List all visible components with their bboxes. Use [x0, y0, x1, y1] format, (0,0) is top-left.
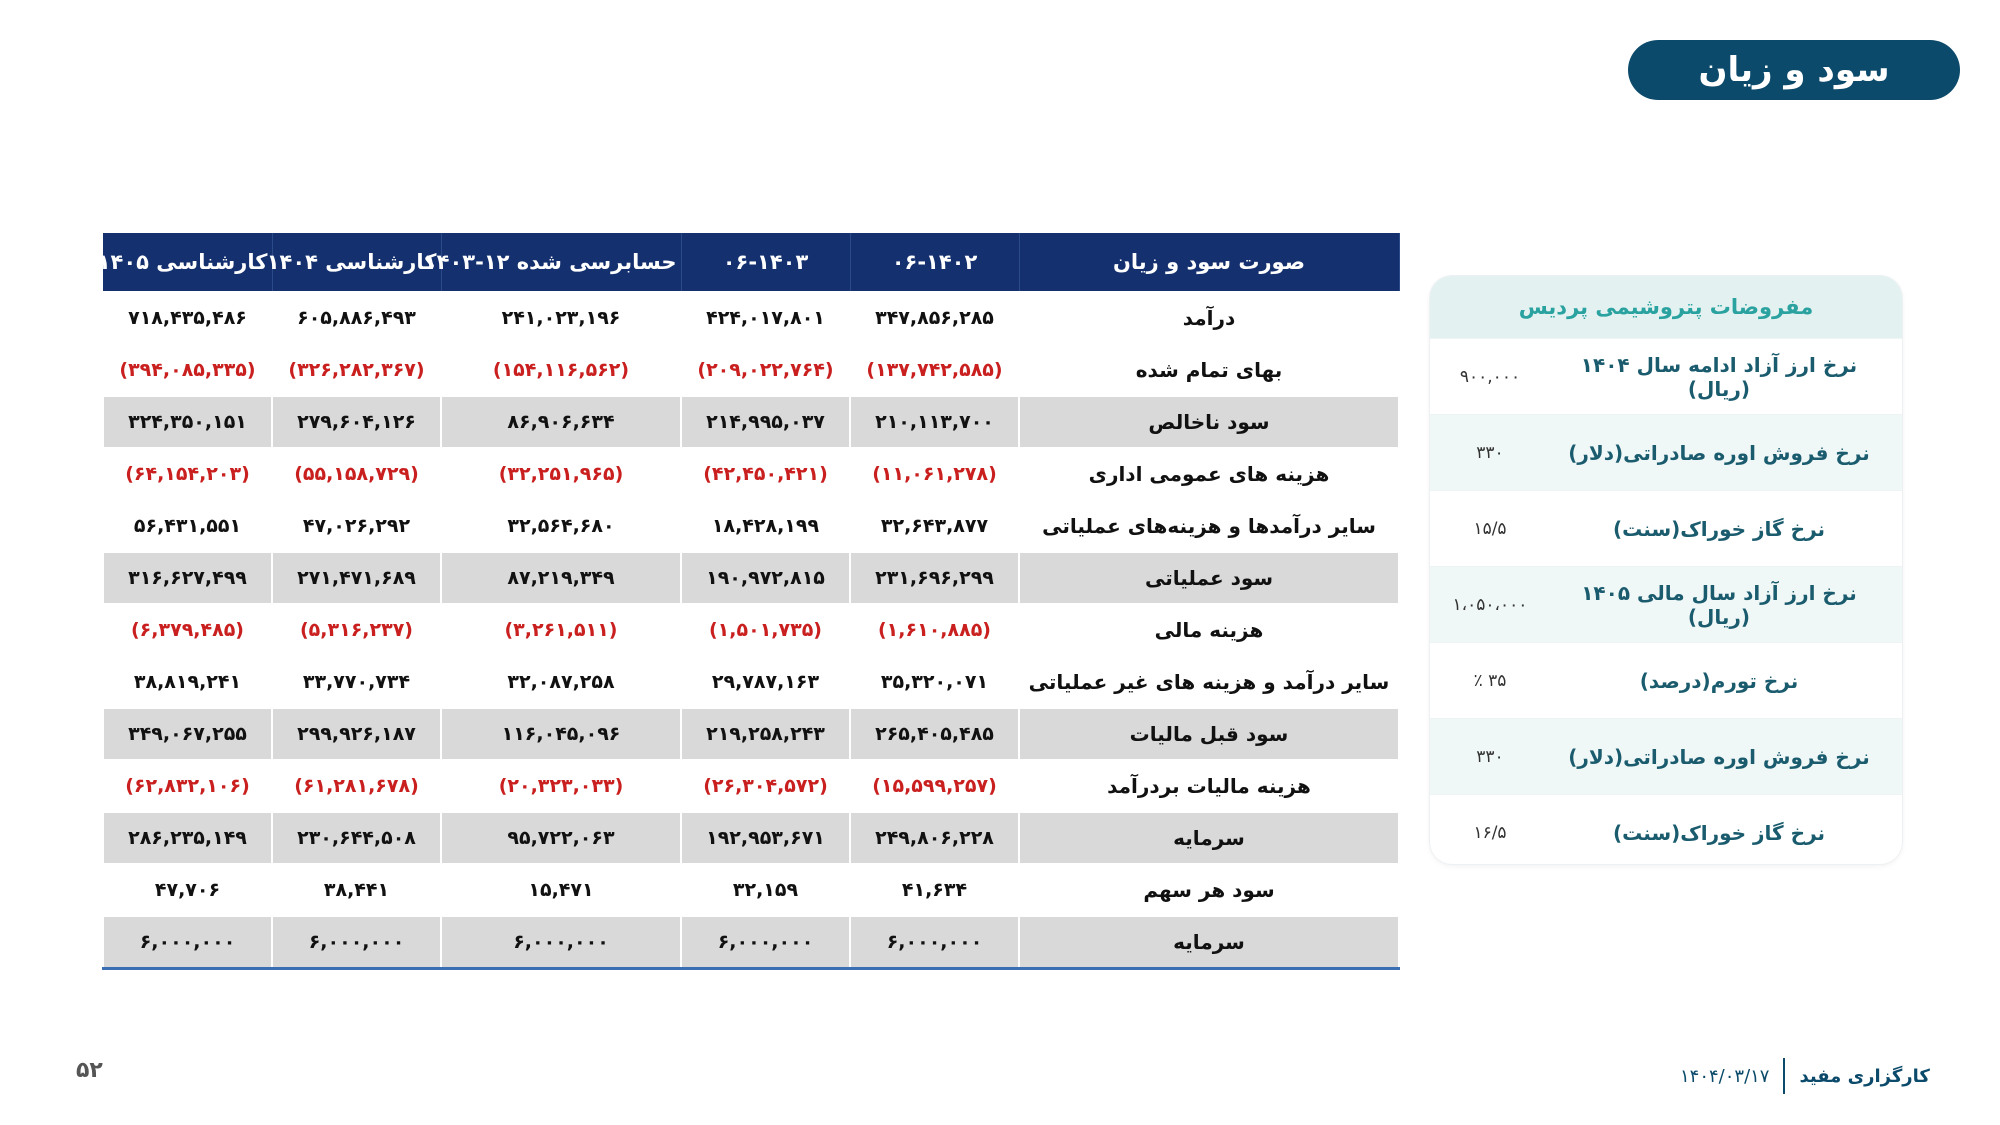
- footer-brand: [1680, 1058, 1930, 1094]
- table-cell: ۴۲۴,۰۱۷,۸۰۱: [681, 292, 850, 344]
- table-cell: ۲۴۹,۸۰۶,۲۲۸: [850, 812, 1019, 864]
- assumption-value: ۳۳۰: [1476, 746, 1504, 767]
- assumption-value: ۳۳۰: [1476, 442, 1504, 463]
- table-cell: ۳۲,۵۶۴,۶۸۰: [441, 500, 681, 552]
- table-cell: ۶,۰۰۰,۰۰۰: [850, 916, 1019, 969]
- table-cell: (۱,۵۰۱,۷۳۵): [681, 604, 850, 656]
- row-label: بهای تمام شده: [1019, 344, 1399, 396]
- table-row: [103, 708, 1399, 760]
- table-cell: ۵۶,۴۳۱,۵۵۱: [103, 500, 272, 552]
- table-cell: ۳۸,۴۴۱: [272, 864, 441, 916]
- assumption-value: ۱،۰۵۰،۰۰۰: [1452, 594, 1528, 615]
- table-cell: ۲۱۰,۱۱۳,۷۰۰: [850, 396, 1019, 448]
- assumption-value: ٪ ۳۵: [1473, 670, 1507, 691]
- row-label: سود هر سهم: [1019, 864, 1399, 916]
- table-row: [103, 292, 1399, 344]
- table-cell: ۸۷,۲۱۹,۳۴۹: [441, 552, 681, 604]
- assumption-value: ۱۶/۵: [1473, 822, 1507, 843]
- table-cell: (۱۵,۵۹۹,۲۵۷): [850, 760, 1019, 812]
- table-cell: ۳۳,۷۷۰,۷۳۴: [272, 656, 441, 708]
- table-cell: (۱۳۷,۷۴۲,۵۸۵): [850, 344, 1019, 396]
- table-cell: ۳۵,۳۲۰,۰۷۱: [850, 656, 1019, 708]
- table-cell: (۲۰۹,۰۲۲,۷۶۴): [681, 344, 850, 396]
- table-cell: ۲۱۴,۹۹۵,۰۳۷: [681, 396, 850, 448]
- table-row: [103, 396, 1399, 448]
- table-row: [103, 916, 1399, 969]
- assumption-label: نرخ فروش اوره صادراتی(دلار): [1568, 744, 1870, 769]
- table-cell: (۲۰,۳۲۳,۰۳۳): [441, 760, 681, 812]
- table-row: [103, 760, 1399, 812]
- page-number: ۵۲: [76, 1058, 103, 1083]
- assumption-label: نرخ ارز آزاد ادامه سال ۱۴۰۴ (ریال): [1580, 352, 1858, 401]
- page-title: سود و زیان: [1628, 40, 1960, 100]
- row-label: سرمایه: [1019, 812, 1399, 864]
- assumption-value: ۹۰۰,۰۰۰: [1459, 366, 1521, 387]
- assumption-row: [1430, 338, 1902, 414]
- assumption-row: [1430, 794, 1902, 864]
- assumption-label: نرخ فروش اوره صادراتی(دلار): [1568, 440, 1870, 465]
- table-cell: ۴۱,۶۳۴: [850, 864, 1019, 916]
- table-cell: ۲۹,۷۸۷,۱۶۳: [681, 656, 850, 708]
- table-cell: ۳۸,۸۱۹,۲۴۱: [103, 656, 272, 708]
- table-row: [103, 656, 1399, 708]
- assumption-label: نرخ تورم(درصد): [1639, 668, 1799, 693]
- table-cell: (۶۲,۸۳۲,۱۰۶): [103, 760, 272, 812]
- assumption-row: [1430, 490, 1902, 566]
- col-header-1403-06: ۰۶-۱۴۰۳: [681, 233, 850, 292]
- assumptions-title: مفروضات پتروشیمی پردیس: [1430, 276, 1902, 338]
- table-cell: ۳۲,۶۴۳,۸۷۷: [850, 500, 1019, 552]
- table-cell: ۳۲,۰۸۷,۲۵۸: [441, 656, 681, 708]
- table-cell: (۶,۳۷۹,۴۸۵): [103, 604, 272, 656]
- table-cell: ۳۲۴,۳۵۰,۱۵۱: [103, 396, 272, 448]
- row-label: سایر درآمد و هزینه های غیر عملیاتی: [1019, 656, 1399, 708]
- assumption-row: [1430, 718, 1902, 794]
- row-label: درآمد: [1019, 292, 1399, 344]
- assumption-label: نرخ گاز خوراک(سنت): [1612, 516, 1826, 541]
- col-header-1402-06: ۰۶-۱۴۰۲: [850, 233, 1019, 292]
- table-cell: (۳۲,۲۵۱,۹۶۵): [441, 448, 681, 500]
- table-row: [103, 448, 1399, 500]
- row-label: سود ناخالص: [1019, 396, 1399, 448]
- table-cell: ۲۳۰,۶۴۴,۵۰۸: [272, 812, 441, 864]
- assumption-value: ۱۵/۵: [1473, 518, 1507, 539]
- income-statement-table: [97, 233, 1400, 970]
- table-cell: (۳۹۴,۰۸۵,۳۳۵): [103, 344, 272, 396]
- table-cell: ۲۸۶,۲۳۵,۱۴۹: [103, 812, 272, 864]
- assumptions-panel: [1430, 276, 1902, 864]
- table-cell: ۲۹۹,۹۲۶,۱۸۷: [272, 708, 441, 760]
- row-label: هزینه های عمومی اداری: [1019, 448, 1399, 500]
- col-header-audited-1403: حسابرسی شده ۱۲-۱۴۰۳: [441, 233, 681, 292]
- table-cell: ۲۳۱,۶۹۶,۲۹۹: [850, 552, 1019, 604]
- table-cell: (۳,۲۶۱,۵۱۱): [441, 604, 681, 656]
- table-cell: ۶۰۵,۸۸۶,۴۹۳: [272, 292, 441, 344]
- table-cell: ۶,۰۰۰,۰۰۰: [681, 916, 850, 969]
- row-label: هزینه مالی: [1019, 604, 1399, 656]
- table-cell: ۳۴۷,۸۵۶,۲۸۵: [850, 292, 1019, 344]
- assumption-row: [1430, 414, 1902, 490]
- table-cell: (۱۵۴,۱۱۶,۵۶۲): [441, 344, 681, 396]
- table-cell: ۳۴۹,۰۶۷,۲۵۵: [103, 708, 272, 760]
- table-cell: ۹۵,۷۲۲,۰۶۳: [441, 812, 681, 864]
- table-cell: (۵,۳۱۶,۲۳۷): [272, 604, 441, 656]
- row-label: سود عملیاتی: [1019, 552, 1399, 604]
- table-cell: ۶,۰۰۰,۰۰۰: [272, 916, 441, 969]
- table-header-row: [103, 233, 1399, 292]
- table-cell: (۱,۶۱۰,۸۸۵): [850, 604, 1019, 656]
- table-cell: ۳۲,۱۵۹: [681, 864, 850, 916]
- table-cell: ۱۹۲,۹۵۳,۶۷۱: [681, 812, 850, 864]
- table-cell: ۸۶,۹۰۶,۶۳۴: [441, 396, 681, 448]
- table-cell: ۲۷۹,۶۰۴,۱۲۶: [272, 396, 441, 448]
- table-row: [103, 552, 1399, 604]
- assumption-label: نرخ ارز آزاد سال مالی ۱۴۰۵ (ریال): [1581, 580, 1857, 629]
- table-cell: (۳۲۶,۲۸۲,۳۶۷): [272, 344, 441, 396]
- assumption-row: [1430, 642, 1902, 718]
- footer-divider: [1783, 1058, 1785, 1094]
- table-cell: ۶,۰۰۰,۰۰۰: [441, 916, 681, 969]
- table-cell: ۳۱۶,۶۲۷,۴۹۹: [103, 552, 272, 604]
- row-label: سود قبل مالیات: [1019, 708, 1399, 760]
- table-cell: ۷۱۸,۴۳۵,۴۸۶: [103, 292, 272, 344]
- table-cell: ۱۸,۴۲۸,۱۹۹: [681, 500, 850, 552]
- assumption-row: [1430, 566, 1902, 642]
- table-cell: (۲۶,۳۰۴,۵۷۲): [681, 760, 850, 812]
- table-cell: ۲۷۱,۴۷۱,۶۸۹: [272, 552, 441, 604]
- row-label: سایر درآمدها و هزینه‌های عملیاتی: [1019, 500, 1399, 552]
- table-cell: (۵۵,۱۵۸,۷۲۹): [272, 448, 441, 500]
- table-cell: (۴۲,۴۵۰,۴۲۱): [681, 448, 850, 500]
- table-row: [103, 500, 1399, 552]
- footer-date: ۱۴۰۴/۰۳/۱۷: [1680, 1065, 1770, 1087]
- table-row: [103, 604, 1399, 656]
- table-row: [103, 864, 1399, 916]
- table-row: [103, 812, 1399, 864]
- table-cell: ۲۶۵,۴۰۵,۴۸۵: [850, 708, 1019, 760]
- table-cell: ۶,۰۰۰,۰۰۰: [103, 916, 272, 969]
- table-cell: ۱۹۰,۹۷۲,۸۱۵: [681, 552, 850, 604]
- row-label: هزینه مالیات بردرآمد: [1019, 760, 1399, 812]
- table-cell: ۲۱۹,۲۵۸,۲۴۳: [681, 708, 850, 760]
- table-cell: ۴۷,۰۲۶,۲۹۲: [272, 500, 441, 552]
- table-cell: ۱۱۶,۰۴۵,۰۹۶: [441, 708, 681, 760]
- row-label: سرمایه: [1019, 916, 1399, 969]
- col-header-1404: کارشناسی ۱۴۰۴: [272, 233, 441, 292]
- table-cell: ۱۵,۴۷۱: [441, 864, 681, 916]
- col-header-label: صورت سود و زیان: [1019, 233, 1399, 292]
- table-cell: (۱۱,۰۶۱,۲۷۸): [850, 448, 1019, 500]
- table-cell: (۶۴,۱۵۴,۲۰۳): [103, 448, 272, 500]
- table-cell: ۴۷,۷۰۶: [103, 864, 272, 916]
- assumption-label: نرخ گاز خوراک(سنت): [1612, 820, 1826, 845]
- table-row: [103, 344, 1399, 396]
- brand-name: کارگزاری مفید: [1799, 1065, 1930, 1087]
- table-cell: (۶۱,۲۸۱,۶۷۸): [272, 760, 441, 812]
- col-header-1405: کارشناسی ۱۴۰۵: [103, 233, 272, 292]
- table-cell: ۲۴۱,۰۲۳,۱۹۶: [441, 292, 681, 344]
